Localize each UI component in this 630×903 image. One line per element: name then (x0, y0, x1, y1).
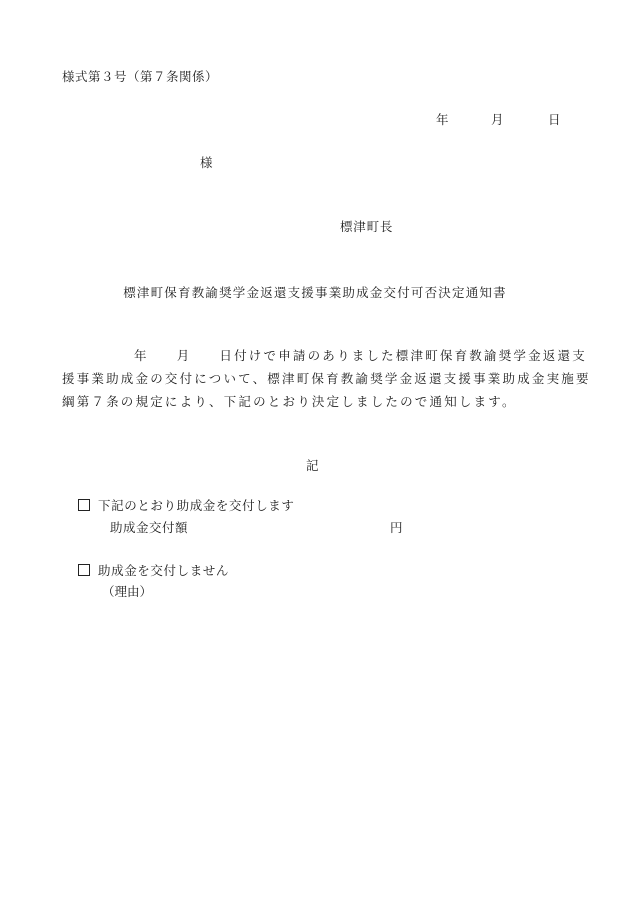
body-line-2: 援事業助成金の交付について、標津町保育教諭奨学金返還支援事業助成金実施要 (62, 371, 591, 386)
grant-amount-unit: 円 (390, 520, 403, 535)
deny-option-label: 助成金を交付しません (98, 563, 230, 578)
document-title: 標津町保育教諭奨学金返還支援事業助成金交付可否決定通知書 (123, 285, 507, 300)
body-line-1 (62, 344, 587, 367)
date-month-label: 月 (491, 112, 504, 127)
issuer: 標津町長 (340, 219, 394, 234)
grant-checkbox[interactable] (78, 499, 90, 511)
body-text (62, 344, 591, 413)
deny-reason-label: （理由） (102, 584, 153, 599)
date-year-label: 年 (436, 112, 449, 127)
deny-checkbox[interactable] (78, 564, 90, 576)
form-number: 様式第３号（第７条関係） (62, 69, 219, 84)
deny-option (78, 561, 229, 579)
grant-option-label: 下記のとおり助成金を交付します (98, 498, 295, 513)
body-line-3: 綱第７条の規定により、下記のとおり決定しましたので通知します。 (62, 394, 517, 409)
grant-amount-label: 助成金交付額 (110, 520, 189, 535)
date-day-label: 日 (548, 112, 561, 127)
ki-heading: 記 (306, 458, 319, 473)
grant-option (78, 496, 295, 514)
body-line-1-rest: 日付けで申請のありました標津町保育教諭奨学金返還支 (219, 348, 587, 363)
addressee-suffix: 様 (200, 155, 213, 170)
body-year-label: 年 (134, 348, 149, 363)
body-month-label: 月 (176, 348, 192, 363)
